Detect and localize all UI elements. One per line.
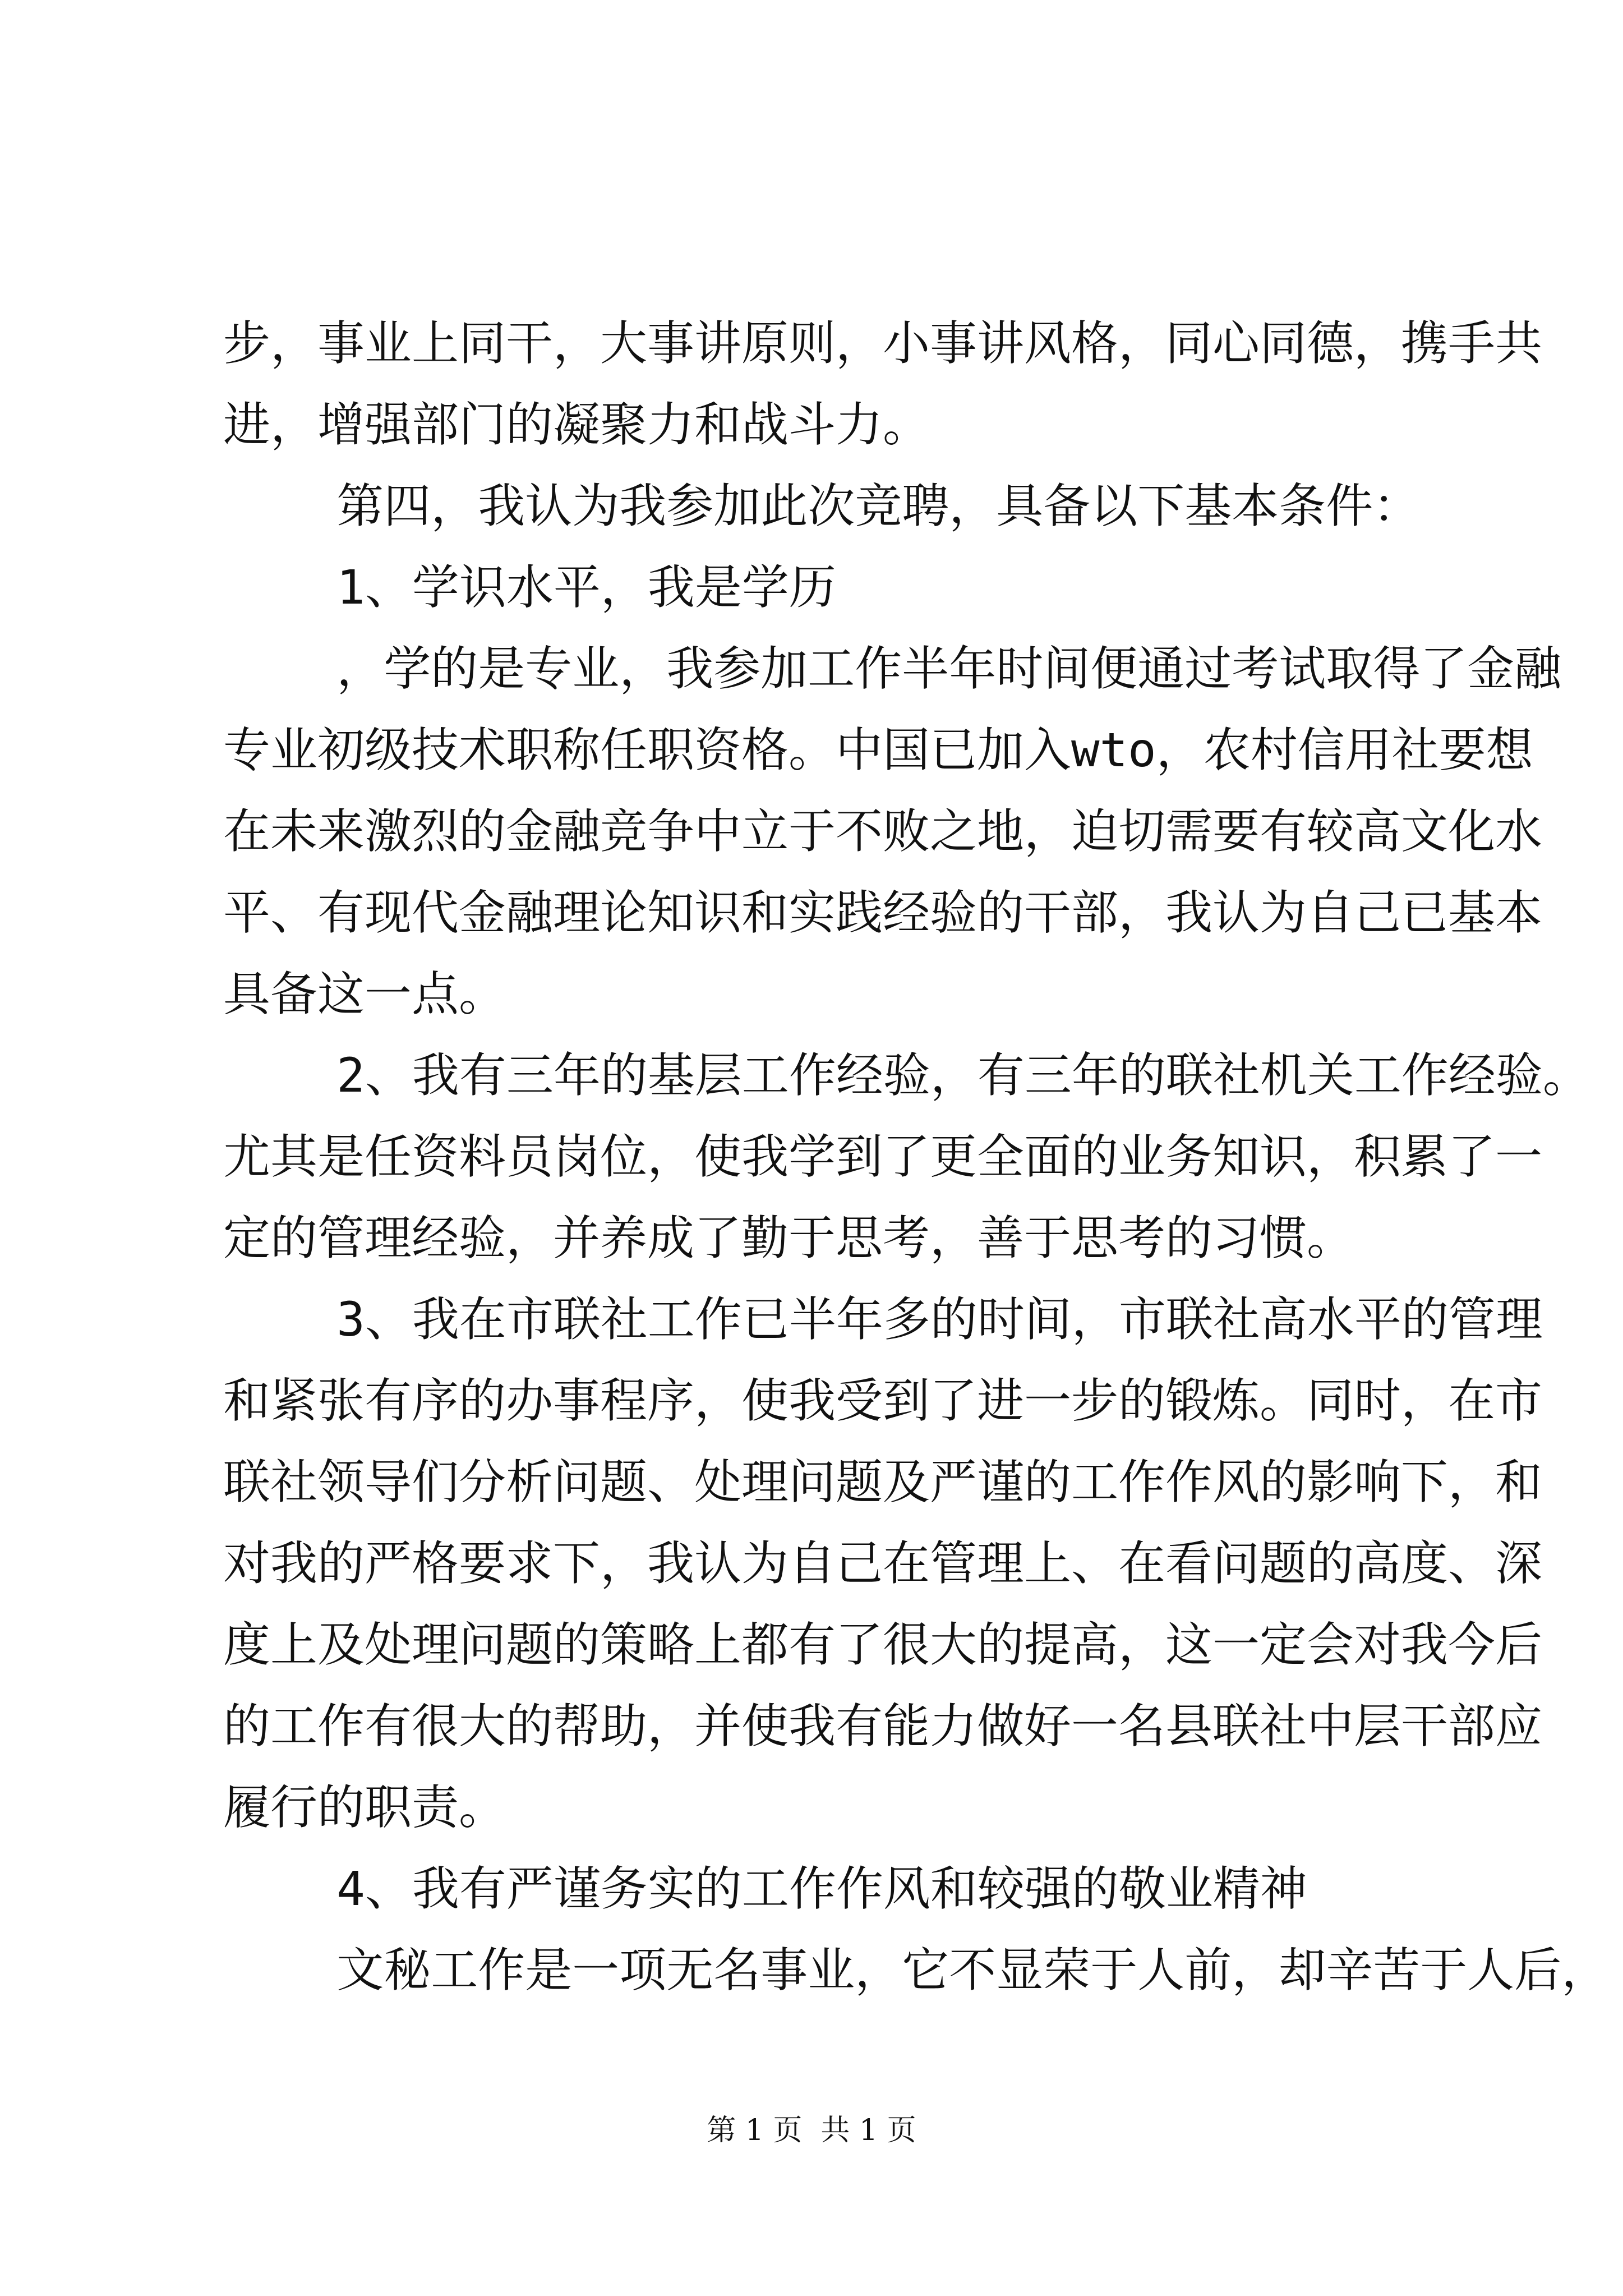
- text-line-17: 度上及处理问题的策略上都有了很大的提高，这一定会对我今后: [223, 1617, 1543, 1672]
- text-line-1: 步，事业上同干，大事讲原则，小事讲风格，同心同德，携手共: [223, 316, 1543, 371]
- page-footer: 第 1 页 共 1 页: [707, 2114, 916, 2147]
- text-line-18: 的工作有很大的帮助，并使我有能力做好一名县联社中层干部应: [223, 1699, 1543, 1754]
- text-line-3: 第四，我认为我参加此次竞聘，具备以下基本条件：: [223, 478, 1421, 533]
- text-line-2: 进，增强部门的凝聚力和战斗力。: [223, 397, 930, 452]
- text-line-21: 文秘工作是一项无名事业，它不显荣于人前，却辛苦于人后，: [223, 1943, 1609, 1998]
- text-line-8: 平、有现代金融理论知识和实践经验的干部，我认为自己已基本: [223, 885, 1543, 940]
- text-line-10: 2、我有三年的基层工作经验，有三年的联社机关工作经验。: [223, 1048, 1590, 1103]
- text-line-16: 对我的严格要求下，我认为自己在管理上、在看问题的高度、深: [223, 1536, 1543, 1591]
- text-line-9: 具备这一点。: [223, 967, 506, 1022]
- text-line-14: 和紧张有序的办事程序，使我受到了进一步的锻炼。同时，在市: [223, 1373, 1543, 1428]
- text-line-4: 1、学识水平，我是学历: [223, 560, 836, 615]
- text-line-15: 联社领导们分析问题、处理问题及严谨的工作作风的影响下，和: [223, 1455, 1543, 1510]
- text-line-5: ，学的是专业，我参加工作半年时间便通过考试取得了金融: [223, 641, 1562, 696]
- text-line-11: 尤其是任资料员岗位，使我学到了更全面的业务知识，积累了一: [223, 1129, 1543, 1184]
- text-line-7: 在未来激烈的金融竞争中立于不败之地，迫切需要有较高文化水: [223, 804, 1543, 859]
- text-line-12: 定的管理经验，并养成了勤于思考，善于思考的习惯。: [223, 1211, 1354, 1266]
- text-line-19: 履行的职责。: [223, 1780, 506, 1835]
- text-line-13: 3、我在市联社工作已半年多的时间，市联社高水平的管理: [223, 1292, 1543, 1347]
- text-line-6: 专业初级技术职称任职资格。中国已加入wto，农村信用社要想: [223, 723, 1533, 777]
- text-line-20: 4、我有严谨务实的工作作风和较强的敬业精神: [223, 1861, 1307, 1916]
- document-body: [223, 303, 1609, 2098]
